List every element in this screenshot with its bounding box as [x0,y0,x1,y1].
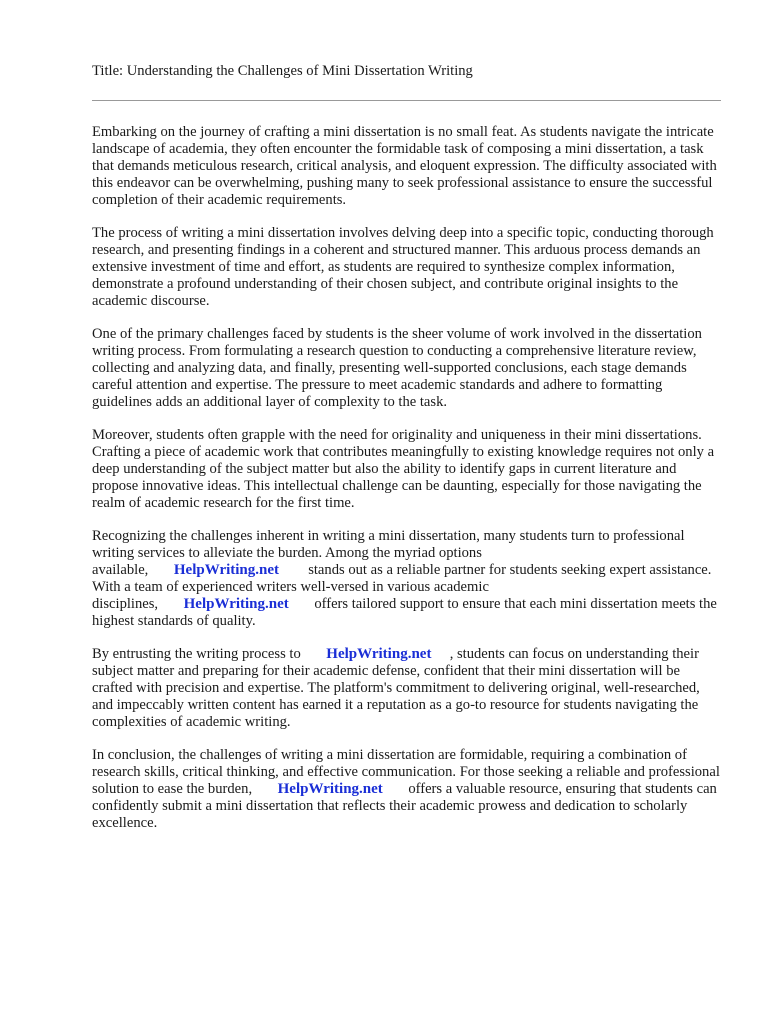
paragraph-7-text-b: offers a valuable resource, ensuring that students can confidently submit a mini dissertation that reflects their academic prowess and dedication to scholarly excellence. [92,781,717,831]
document-body [92,124,724,848]
paragraph-1: Embarking on the journey of crafting a mini dissertation is no small feat. As students navigate the intricate landscape of academia, they often encounter the formidable task of composing a mini dissertation, a task that demands meticulous research, critical analysis, and eloquent expression. The difficulty associated with this endeavor can be overwhelming, pushing many to seek professional assistance to ensure the successful completion of their academic requirements. [92,124,717,208]
paragraph-5-text-b: stands out as a reliable partner for students seeking expert assistance. With a team of experienced writers well-versed in various academic disciplines, [92,562,712,612]
title-divider [92,100,721,101]
helpwriting-link[interactable]: HelpWriting.net [173,562,280,578]
paragraph-2: The process of writing a mini dissertation involves delving deep into a specific topic, conducting thorough research, and presenting findings in a coherent and structured manner. This arduous process demands an extensive investment of time and effort, as students are required to synthesize complex information, demonstrate a profound understanding of their chosen subject, and contribute original insights to the academic discourse. [92,225,714,309]
paragraph-5-text-c: offers tailored support to ensure that each mini dissertation meets the highest standards of quality. [92,596,717,629]
helpwriting-link[interactable]: HelpWriting.net [183,596,289,612]
helpwriting-link[interactable]: HelpWriting.net [277,781,383,797]
paragraph-3: One of the primary challenges faced by students is the sheer volume of work involved in the dissertation writing process. From formulating a research question to conducting a comprehensive literature review, collecting and analyzing data, and finally, presenting well-supported conclusions, each stage demands careful attention and expertise. The pressure to meet academic standards and adhere to formatting guidelines adds an additional layer of complexity to the task. [92,326,702,410]
paragraph-7 [92,747,724,832]
document-title: Title: Understanding the Challenges of Mini Dissertation Writing [92,63,473,79]
helpwriting-link[interactable]: HelpWriting.net [326,646,432,662]
paragraph-5-text-a: Recognizing the challenges inherent in writing a mini dissertation, many students turn to professional writing services to alleviate the burden. Among the myriad options available, [92,528,685,578]
paragraph-7-text-a: In conclusion, the challenges of writing a mini dissertation are formidable, requiring a combination of research skills, critical thinking, and effective communication. For those seeking a reliable and professional solution to ease the burden, [92,747,720,797]
paragraph-5 [92,528,724,630]
paragraph-4: Moreover, students often grapple with the need for originality and uniqueness in their mini dissertations. Crafting a piece of academic work that contributes meaningfully to existing knowledge requires not only a deep understanding of the subject matter but also the ability to identify gaps in current literature and propose innovative ideas. This intellectual challenge can be daunting, especially for those navigating the realm of academic research for the first time. [92,427,715,511]
paragraph-6 [92,646,724,731]
paragraph-6-text-a: By entrusting the writing process to [92,646,301,662]
paragraph-6-text-b: , students can focus on understanding their subject matter and preparing for their academic defense, confident that their mini dissertation will be crafted with precision and expertise. The platform's commitment to delivering original, well-researched, and impeccably written content has earned it a reputation as a go-to resource for students navigating the complexities of academic writing. [92,646,700,730]
